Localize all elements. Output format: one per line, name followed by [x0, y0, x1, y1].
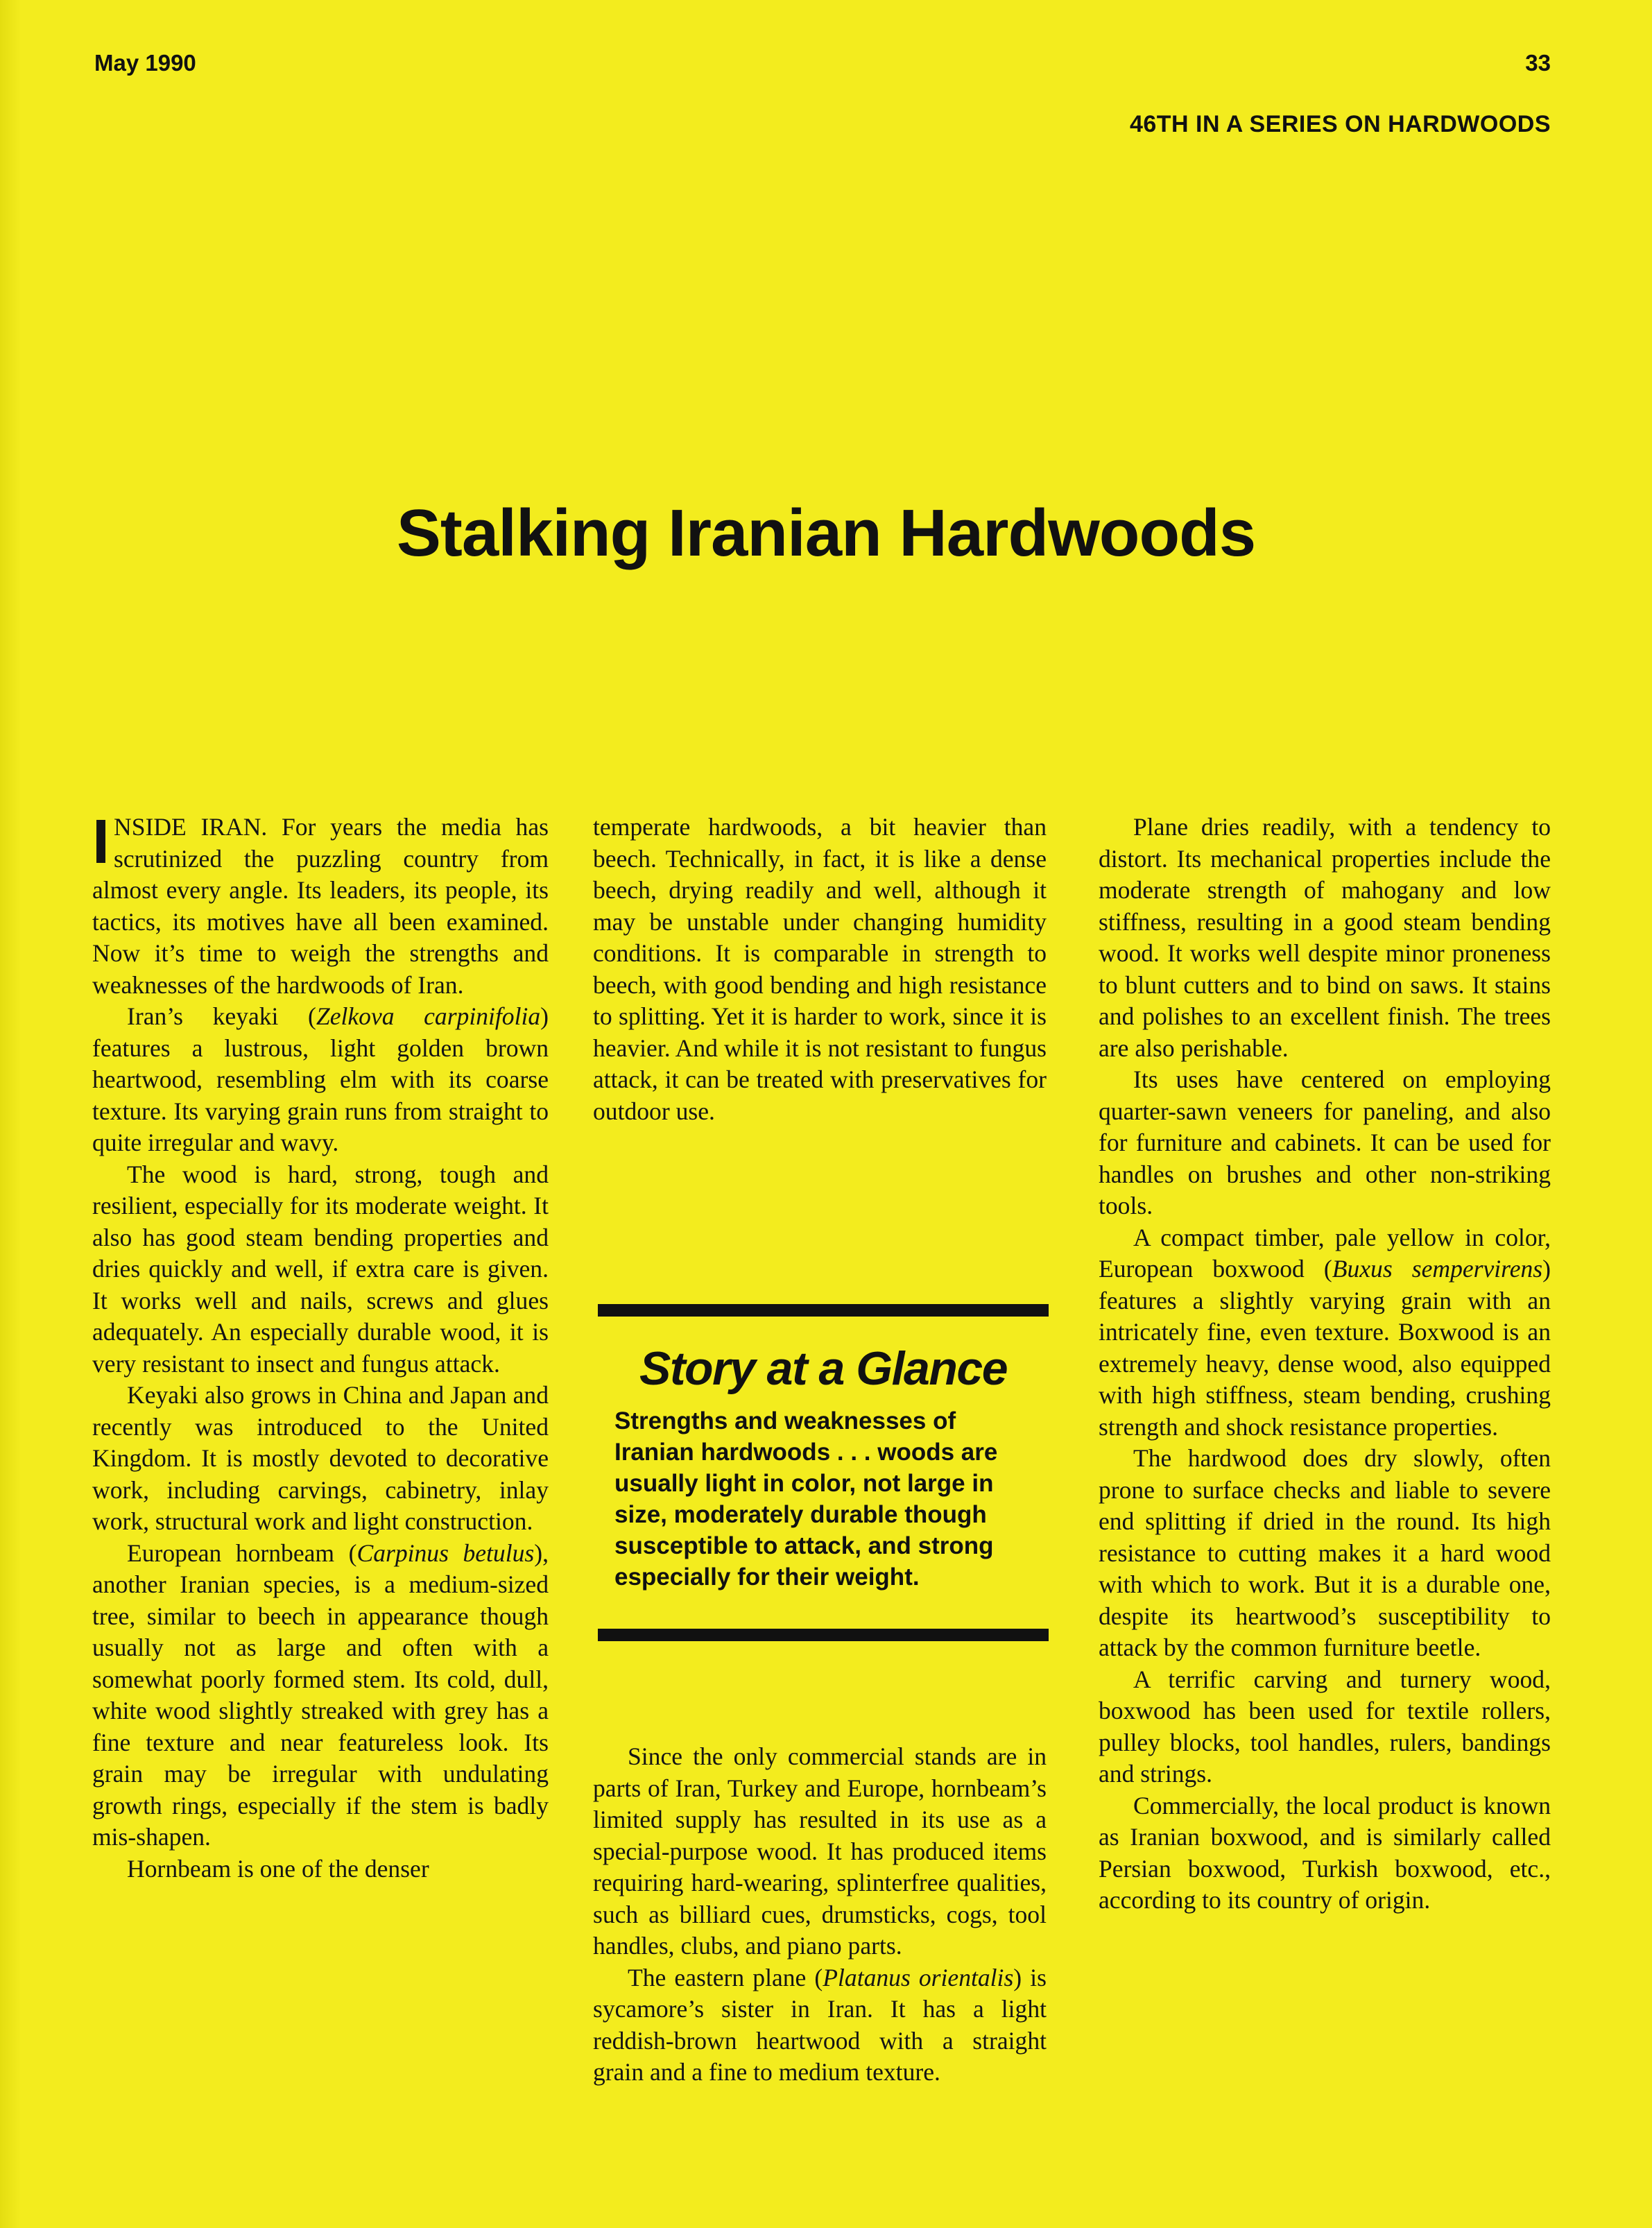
- column-2-bottom: [593, 1741, 1047, 2089]
- paragraph-boxwood-uses: A terrific carving and turnery wood, boxwood has been used for textile rollers, pulley blocks, tool handles, rulers, bandings and strings.: [1099, 1665, 1551, 1788]
- paragraph-boxwood-drying: The hardwood does dry slowly, often prone to surface checks and liable to severe end splitting if dried in the round. Its high resistance to cutting makes it a hard wood with which to work. But it is a durable one, despite its heartwood’s susceptibility to attack by the common furniture beetle.: [1099, 1444, 1551, 1661]
- paragraph-plane-properties: Plane dries readily, with a tendency to distort. Its mechanical properties include the moderate strength of mahogany and low stiffness, resulting in a good steam bending wood. It works well despite minor proneness to blunt cutters and to bind on saws. It stains and polishes to an excellent finish. The trees are also perishable.: [1099, 813, 1551, 1062]
- bottom-rule: [598, 1629, 1049, 1641]
- species-name: Carpinus betulus: [356, 1539, 535, 1567]
- top-rule: [598, 1304, 1049, 1317]
- column-3: [1099, 812, 1551, 1917]
- paragraph-plane-uses: Its uses have centered on employing quarter-sawn veneers for paneling, and also for furniture and cabinets. It can be used for handles on brushes and other non-striking tools.: [1099, 1065, 1551, 1219]
- species-name: Platanus orientalis: [823, 1963, 1014, 1991]
- paragraph-plane: The eastern plane (Platanus orientalis) is sycamore’s sister in Iran. It has a light reddish-brown heartwood with a straight grain and a fine to medium texture.: [593, 1963, 1047, 2086]
- page-number: 33: [1525, 50, 1551, 76]
- paragraph-hornbeam-uses: Since the only commercial stands are in parts of Iran, Turkey and Europe, hornbeam’s limited supply has resulted in its use as a special-purpose wood. It has produced items requiring hard-wearing, splinterfree qualities, such as billiard cues, drumsticks, cogs, tool handles, clubs, and piano parts.: [593, 1742, 1047, 1960]
- paragraph-hornbeam-density-start: Hornbeam is one of the denser: [127, 1854, 429, 1883]
- paragraph-boxwood-names: Commercially, the local product is known as Iranian boxwood, and is similarly called Persian boxwood, Turkish boxwood, etc., according to its country of origin.: [1099, 1791, 1551, 1914]
- intro-text: For years the media has scrutinized the puzzling country from almost every angle. Its leaders, its people, its tactics, its motives have all been examined. Now it’s time to weigh the strengths and weaknesses of the hardwoods of Iran.: [92, 813, 549, 999]
- intro-lead: NSIDE IRAN.: [114, 813, 268, 841]
- paragraph-hornbeam: European hornbeam (Carpinus betulus), another Iranian species, is a medium-sized tree, similar to beech in appearance though usually not as large and often with a somewhat poorly formed stem. Its cold, dull, white wood slightly streaked with grey has a fine texture and near featureless look. Its grain may be irregular with undulating growth rings, especially if the stem is badly mis-shapen.: [92, 1539, 549, 1851]
- paragraph-keyaki: Iran’s keyaki (Zelkova carpinifolia) features a lustrous, light golden brown heartwood, resembling elm with its coarse texture. Its varying grain runs from straight to quite irregular and wavy.: [92, 1002, 549, 1156]
- species-name: Zelkova carpinifolia: [316, 1002, 541, 1030]
- paragraph-intro: [92, 807, 549, 1001]
- glance-summary: Strengths and weaknesses of Iranian hardwoods . . . woods are usually light in color, not large in size, moderately durable though susceptible to attack, and strong especially for their weight.: [614, 1407, 998, 1591]
- story-at-a-glance-box: [598, 1304, 1049, 1641]
- page-edge: [0, 0, 21, 2228]
- drop-cap: I: [92, 807, 110, 877]
- column-2-top: [593, 812, 1047, 1127]
- article-headline: Stalking Iranian Hardwoods: [396, 496, 1256, 571]
- paragraph-hornbeam-density-cont: temperate hardwoods, a bit heavier than beech. Technically, in fact, it is like a dense beech, drying readily and well, although it may be unstable under changing humidity conditions. It is comparable in strength to beech, with good bending and high resistance to splitting. Yet it is harder to work, since it is heavier. And while it is not resistant to fungus attack, it can be treated with preservatives for outdoor use.: [593, 813, 1047, 1125]
- paragraph-boxwood: A compact timber, pale yellow in color, European boxwood (Buxus sempervirens) features a slightly varying grain with an intricately fine, even texture. Boxwood is an extremely heavy, dense wood, also equipped with high stiffness, steam bending, crushing strength and shock resistance properties.: [1099, 1223, 1551, 1441]
- paragraph-keyaki-properties: The wood is hard, strong, tough and resilient, especially for its moderate weight. It also has good steam bending properties and dries quickly and well, if extra care is given. It works well and nails, screws and glues adequately. An especially durable wood, it is very resistant to insect and fungus attack.: [92, 1160, 549, 1378]
- species-name: Buxus sempervirens: [1332, 1255, 1543, 1283]
- issue-date: May 1990: [94, 50, 196, 76]
- paragraph-keyaki-uses: Keyaki also grows in China and Japan and recently was introduced to the United Kingdom. It is mostly devoted to decorative work, including carvings, cabinetry, inlay work, structural work and light construction.: [92, 1381, 549, 1535]
- series-label: 46TH IN A SERIES ON HARDWOODS: [1129, 111, 1551, 137]
- glance-title: Story at a Glance: [639, 1342, 1008, 1395]
- column-1: [92, 807, 549, 1885]
